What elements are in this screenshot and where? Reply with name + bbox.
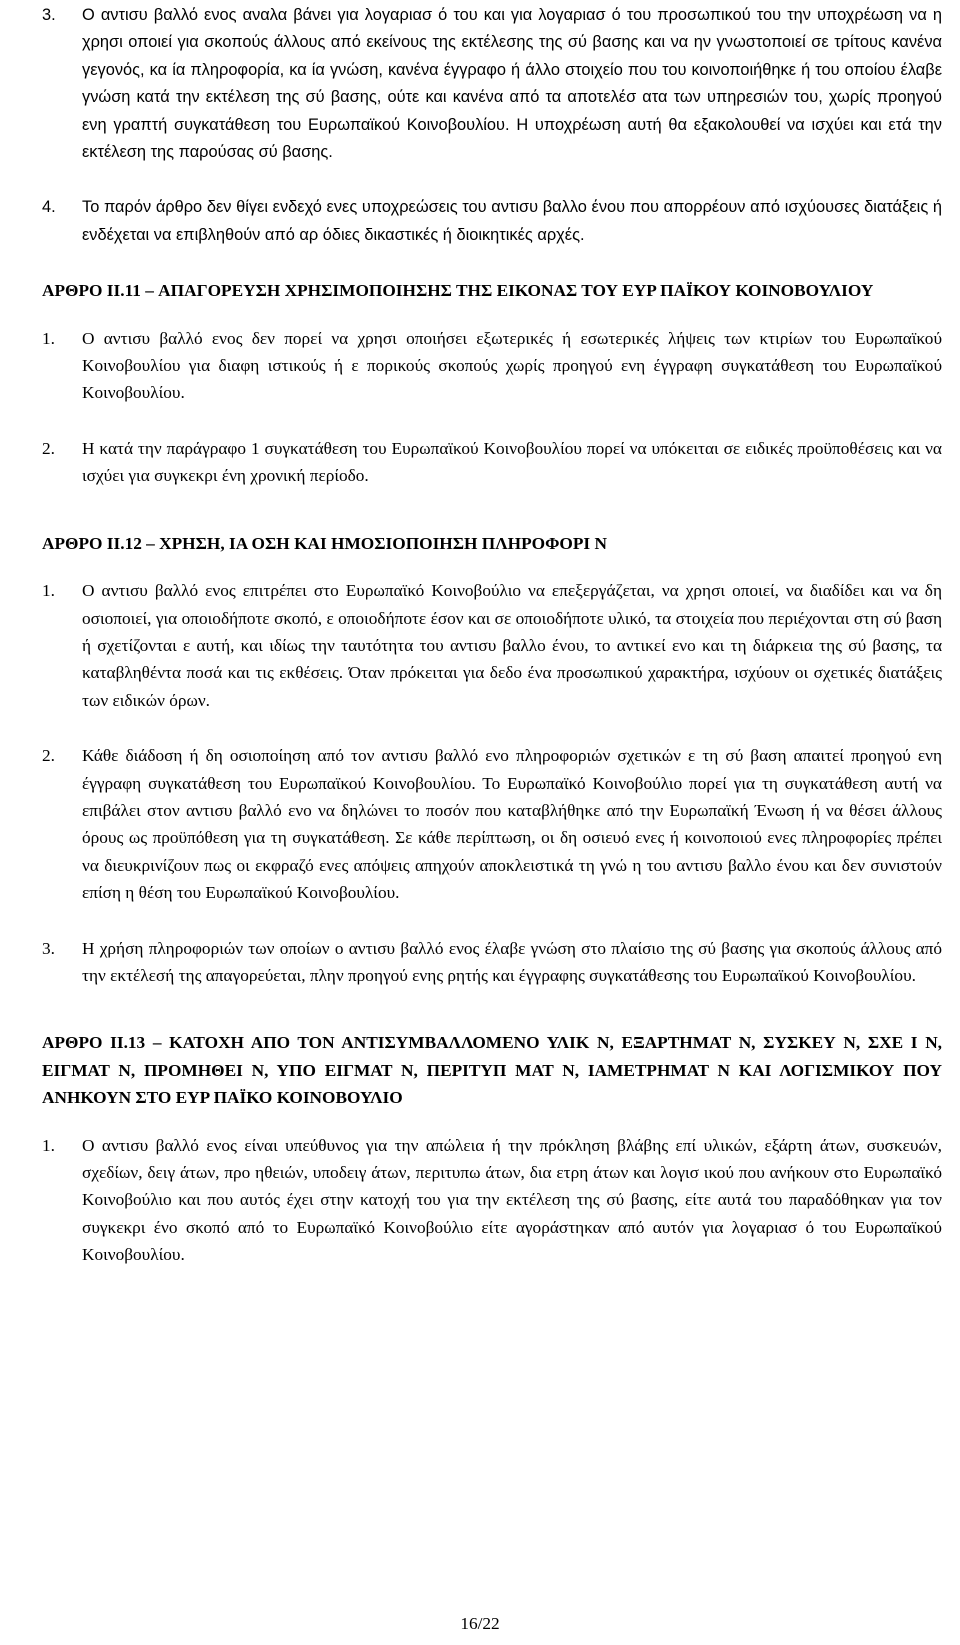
article-12-heading: ΑΡΘΡΟ II.12 – ΧΡΗΣΗ, ΙΑ ΟΣΗ ΚΑΙ ΗΜΟΣΙΟΠΟΙΗΣΗ ΠΛΗΡΟΦΟΡΙ Ν — [42, 533, 607, 553]
paragraph-number: 1. — [42, 581, 55, 601]
paragraph-3 — [42, 2, 942, 166]
paragraph-text: Η κατά την παράγραφο 1 συγκατάθεση του Ευρωπαϊκού Κοινοβουλίου πορεί να υπόκειται σε ειδικές προϋποθέσεις και να ισχύει για συγκεκρι ένη χρονική περίοδο. — [82, 438, 942, 486]
paragraph-number: 4. — [42, 198, 56, 217]
paragraph-text: Ο αντισυ βαλλό ενος επιτρέπει στο Ευρωπαϊκό Κοινοβούλιο να επεξεργάζεται, να χρησι οποιεί, να διαδίδει και να δη οσιοποιεί, για οποιοδήποτε σκοπό, ε οποιοδήποτε έσον και σε οποιοδήποτε υλικό, τα στοιχεία που περιέχονται στη σύ βαση ή σχετίζονται ε αυτή, και ιδίως την ταυτότητα του αντισυ βαλλο ένου, το αντικεί ενο και τη διάρκεια της σύ βασης, τα καταβληθέντα ποσά και τις εκθέσεις. Όταν πρόκειται για δεδο ένα προσωπικού χαρακτήρα, ισχύουν οι σχετικές διατάξεις των ειδικών όρων. — [82, 581, 942, 710]
paragraph-text: Κάθε διάδοση ή δη οσιοποίηση από τον αντισυ βαλλό ενο πληροφοριών σχετικών ε τη σύ βαση απαιτεί προηγού ενη έγγραφη συγκατάθεση του Ευρωπαϊκού Κοινοβουλίου. Το Ευρωπαϊκό Κοινοβούλιο πορεί για τη συγκατάθεση αυτή να επιβάλει στον αντισυ βαλλό ενο να δηλώνει το ποσόν που καταβλήθηκε από την Ευρωπαϊκή Ένωση ή να θέσει άλλους όρους ως προϋπόθεση για τη συγκατάθεση. Σε κάθε περίπτωση, οι δη οσιευό ενες ή κοινοποιού ενες πληροφορίες πρέπει να διευκρινίζουν πως οι εκφραζό ενες απόψεις απηχούν αποκλειστικά τη γνώ η του αντισυ βαλλο ένου και δεν συνιστούν επίση η θέση του Ευρωπαϊκού Κοινοβουλίου. — [82, 746, 942, 903]
article-11-item-1 — [42, 325, 942, 407]
document-body — [42, 2, 942, 1269]
paragraph-text: Ο αντισυ βαλλό ενος είναι υπεύθυνος για την απώλεια ή την πρόκληση βλάβης επί υλικών, εξάρτη άτων, συσκευών, σχεδίων, δειγ άτων, προ ηθειών, υποδειγ άτων, περιτυπω άτων, δια ετρη άτων και λογισ ικού που ανήκουν στο Ευρωπαϊκό Κοινοβούλιο και που αυτός έχει στην κατοχή του για την εκτέλεση της σύ βασης, είτε αυτά του παραδόθηκαν για τον συγκεκρι ένο σκοπό από το Ευρωπαϊκό Κοινοβούλιο είτε αγοράστηκαν από αυτόν για λογαριασ ό του Ευρωπαϊκού Κοινοβουλίου. — [82, 1135, 942, 1265]
article-12-item-1 — [42, 577, 942, 714]
paragraph-number: 1. — [42, 1135, 55, 1155]
article-11-item-2 — [42, 435, 942, 490]
article-13-heading: ΑΡΘΡΟ II.13 – ΚΑΤΟΧΗ ΑΠΟ ΤΟΝ ΑΝΤΙΣΥΜΒΑΛΛΟΜΕΝΟ ΥΛΙΚ Ν, ΕΞΑΡΤΗΜΑΤ Ν, ΣΥΣΚΕΥ Ν, ΣΧΕ Ι Ν, ΕΙΓΜΑΤ Ν, ΠΡΟΜΗΘΕΙ Ν, ΥΠΟ ΕΙΓΜΑΤ Ν, ΠΕΡΙΤΥΠ ΜΑΤ Ν, ΙΑΜΕΤΡΗΜΑΤ Ν ΚΑΙ ΛΟΓΙΣΜΙΚΟΥ ΠΟΥ ΑΝΗΚΟΥΝ ΣΤΟ ΕΥΡ ΠΑΪΚΟ ΚΟΙΝΟΒΟΥΛΙΟ — [42, 1033, 942, 1108]
page-number: 16/22 — [460, 1614, 500, 1633]
paragraph-text: Ο αντισυ βαλλό ενος δεν πορεί να χρησι οποιήσει εξωτερικές ή εσωτερικές λήψεις των κτιρίων του Ευρωπαϊκού Κοινοβουλίου για διαφη ιστικούς ή ε πορικούς σκοπούς χωρίς προηγού ενη έγγραφη συγκατάθεση του Ευρωπαϊκού Κοινοβουλίου. — [82, 328, 942, 403]
paragraph-4 — [42, 194, 942, 249]
article-11-heading: ΑΡΘΡΟ II.11 – ΑΠΑΓΟΡΕΥΣΗ ΧΡΗΣΙΜΟΠΟΙΗΣΗΣ ΤΗΣ ΕΙΚΟΝΑΣ ΤΟΥ ΕΥΡ ΠΑΪΚΟΥ ΚΟΙΝΟΒΟΥΛΙΟΥ — [42, 281, 874, 301]
paragraph-number: 2. — [42, 438, 55, 458]
paragraph-number: 3. — [42, 6, 56, 24]
article-12-item-2 — [42, 742, 942, 906]
paragraph-number: 2. — [42, 746, 55, 766]
paragraph-text: Το παρόν άρθρο δεν θίγει ενδεχό ενες υποχρεώσεις του αντισυ βαλλο ένου που απορρέουν από ισχύουσες διατάξεις ή ενδέχεται να επιβληθούν από αρ όδιες δικαστικές ή διοικητικές αρχές. — [82, 198, 942, 244]
paragraph-text: Η χρήση πληροφοριών των οποίων ο αντισυ βαλλό ενος έλαβε γνώση στο πλαίσιο της σύ βασης για σκοπούς άλλους από την εκτέλεσή της απαγορεύεται, πλην προηγού ενης ρητής και έγγραφης συγκατάθεσης του Ευρωπαϊκού Κοινοβουλίου. — [82, 938, 942, 985]
paragraph-number: 1. — [42, 328, 55, 348]
article-12-item-3 — [42, 935, 942, 990]
article-13-item-1 — [42, 1132, 942, 1269]
paragraph-number: 3. — [42, 938, 55, 958]
paragraph-text: Ο αντισυ βαλλό ενος αναλα βάνει για λογαριασ ό του και για λογαριασ ό του προσωπικού του την υποχρέωση να η χρησι οποιεί για σκοπούς άλλους από εκείνους της εκτέλεσης της σύ βασης και να ην γνωστοποιεί σε τρίτους κανένα γεγονός, κα ία πληροφορία, κα ία γνώση, κανένα έγγραφο ή άλλο στοιχείο που του κοινοποιήθηκε ή του οποίου έλαβε γνώση κατά την εκτέλεση της σύ βασης, ούτε και κανένα από τα αποτελέσ ατα των υπηρεσιών του, χωρίς προηγού ενη γραπτή συγκατάθεση του Ευρωπαϊκού Κοινοβουλίου. Η υποχρέωση αυτή θα εξακολουθεί να ισχύει και ετά την εκτέλεση της παρούσας σύ βασης. — [82, 6, 942, 162]
